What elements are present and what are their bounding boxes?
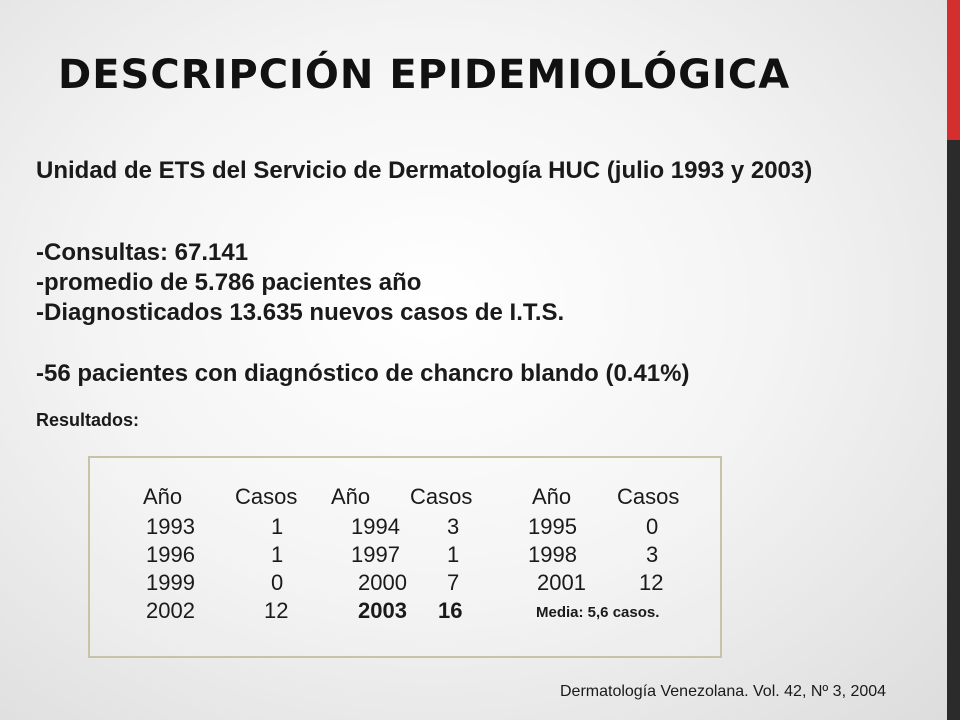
promedio-line: -promedio de 5.786 pacientes año bbox=[36, 269, 422, 296]
table-cell: 12 bbox=[639, 570, 664, 595]
header-cases-1: Casos bbox=[235, 484, 298, 509]
right-accent-bar bbox=[947, 0, 960, 140]
results-label: Resultados: bbox=[36, 410, 140, 430]
table-cell: 1 bbox=[271, 514, 284, 539]
table-cell: 7 bbox=[447, 570, 460, 595]
diagnosticados-line: -Diagnosticados 13.635 nuevos casos de I.T.S. bbox=[36, 299, 565, 326]
header-cases-2: Casos bbox=[410, 484, 473, 509]
table-cell: 0 bbox=[646, 514, 659, 539]
header-year-3: Año bbox=[532, 484, 572, 509]
consultas-line: -Consultas: 67.141 bbox=[36, 239, 249, 266]
table-cell: 1993 bbox=[146, 514, 195, 539]
media-note: Media: 5,6 casos. bbox=[536, 604, 660, 621]
table-cell: 3 bbox=[447, 514, 460, 539]
table-cell: 3 bbox=[646, 542, 659, 567]
table-cell: 2002 bbox=[146, 598, 195, 623]
unit-description: Unidad de ETS del Servicio de Dermatología HUC (julio 1993 y 2003) bbox=[36, 157, 813, 184]
table-cell: 1995 bbox=[528, 514, 577, 539]
table-cell: 1998 bbox=[528, 542, 577, 567]
header-year-1: Año bbox=[143, 484, 183, 509]
table-cell-highlight: 2003 bbox=[358, 598, 407, 623]
table-cell: 0 bbox=[271, 570, 284, 595]
table-cell: 1997 bbox=[351, 542, 400, 567]
table-cell: 2000 bbox=[358, 570, 407, 595]
table-cell: 1999 bbox=[146, 570, 195, 595]
header-cases-3: Casos bbox=[617, 484, 680, 509]
slide-title: DESCRIPCIÓN EPIDEMIOLÓGICA bbox=[58, 52, 791, 98]
table-cell-highlight: 16 bbox=[438, 598, 463, 623]
table-cell: 1 bbox=[447, 542, 460, 567]
header-year-2: Año bbox=[331, 484, 371, 509]
table-cell: 1994 bbox=[351, 514, 400, 539]
table-cell: 1996 bbox=[146, 542, 195, 567]
citation: Dermatología Venezolana. Vol. 42, Nº 3, 2004 bbox=[560, 683, 887, 700]
table-cell: 12 bbox=[264, 598, 289, 623]
table-cell: 2001 bbox=[537, 570, 586, 595]
results-table bbox=[88, 456, 722, 658]
table-cell: 1 bbox=[271, 542, 284, 567]
statistics-block bbox=[36, 238, 916, 328]
chancro-line: -56 pacientes con diagnóstico de chancro blando (0.41%) bbox=[36, 360, 690, 387]
